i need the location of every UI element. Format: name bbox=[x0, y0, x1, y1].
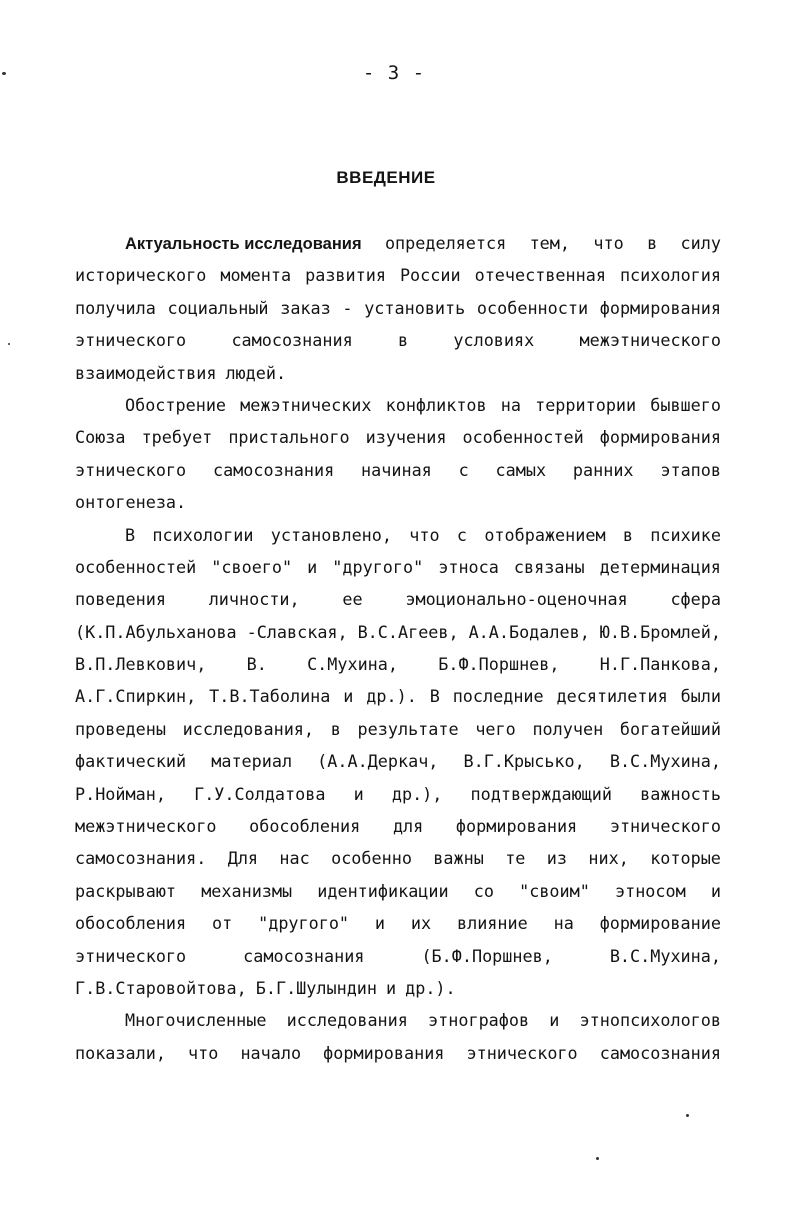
text-line bbox=[75, 680, 721, 712]
body-text bbox=[75, 227, 721, 1069]
word: В.С.Мухина, bbox=[609, 945, 721, 966]
word: Ю.В.Бромлей, bbox=[599, 621, 721, 642]
word: психология bbox=[619, 265, 721, 286]
word: самых bbox=[495, 459, 547, 480]
word: исследования, bbox=[182, 718, 314, 739]
word: формирования bbox=[599, 427, 721, 448]
text-line bbox=[75, 875, 721, 907]
word: С.Мухина, bbox=[307, 654, 398, 675]
word: Союза bbox=[75, 427, 126, 448]
word: др.), bbox=[391, 783, 443, 804]
word: требует bbox=[141, 427, 213, 448]
word: в bbox=[397, 330, 409, 351]
text-line bbox=[75, 648, 721, 680]
word: В bbox=[125, 524, 136, 545]
word: начиная bbox=[361, 459, 432, 480]
word: с bbox=[458, 459, 469, 480]
word: особенностей bbox=[75, 556, 197, 577]
text-line bbox=[75, 940, 721, 972]
word: формирование bbox=[599, 913, 721, 934]
word: чего bbox=[475, 718, 516, 739]
word: связаны bbox=[513, 556, 585, 577]
word: Р.Нойман, bbox=[75, 783, 166, 804]
word: обособления bbox=[75, 913, 187, 934]
word: самосознания bbox=[243, 945, 365, 966]
word: механизмы bbox=[201, 880, 293, 901]
word: в bbox=[330, 718, 341, 739]
word: десятилетия bbox=[556, 686, 668, 707]
word: исследования bbox=[286, 1010, 408, 1031]
word: сфера bbox=[670, 589, 721, 610]
text-line bbox=[75, 810, 721, 842]
text-line bbox=[75, 1004, 721, 1036]
word: формирования bbox=[323, 1042, 445, 1063]
word: Обострение bbox=[125, 394, 227, 415]
text-line bbox=[75, 583, 721, 615]
text-line bbox=[75, 713, 721, 745]
scan-speck bbox=[2, 72, 6, 75]
word: этнического bbox=[75, 945, 187, 966]
word: силу bbox=[680, 233, 721, 253]
word: подтверждающий bbox=[470, 783, 612, 804]
word: и bbox=[710, 880, 721, 901]
word: влияние bbox=[457, 913, 528, 934]
text-line bbox=[75, 907, 721, 939]
word: др.). bbox=[366, 686, 417, 707]
word: А.Г.Спиркин, bbox=[75, 686, 197, 707]
word: личности, bbox=[208, 589, 300, 610]
word: А.А.Бодалев, bbox=[468, 621, 590, 642]
word: отображением bbox=[484, 524, 606, 545]
word: (Б.Ф.Поршнев, bbox=[421, 945, 553, 966]
word: поведения bbox=[75, 589, 166, 610]
word: нас bbox=[279, 848, 310, 869]
text-line bbox=[75, 486, 721, 518]
word: последние bbox=[452, 686, 544, 707]
word: материал bbox=[211, 751, 293, 772]
word: тем, bbox=[529, 233, 570, 253]
word: межэтнического bbox=[75, 816, 217, 837]
word: отечественная bbox=[474, 265, 606, 286]
word: ее bbox=[342, 589, 363, 610]
text-line bbox=[75, 357, 721, 389]
text-line bbox=[75, 616, 721, 648]
word: эмоционально-оценочная bbox=[405, 589, 628, 610]
word: детерминация bbox=[599, 556, 721, 577]
word: (А.А.Деркач, bbox=[317, 751, 439, 772]
word: социальный bbox=[167, 297, 269, 318]
text-line bbox=[75, 778, 721, 810]
word: онтогенеза. bbox=[75, 492, 187, 513]
word: др.). bbox=[405, 977, 456, 998]
word: от bbox=[212, 913, 233, 934]
word: особенности bbox=[476, 297, 589, 318]
word: самосознания bbox=[231, 330, 353, 351]
word: определяется bbox=[384, 233, 507, 253]
word: самосознания bbox=[212, 459, 335, 480]
word: начало bbox=[240, 1042, 302, 1063]
word: - bbox=[342, 297, 353, 318]
word: богатейший bbox=[619, 718, 721, 739]
word: психике bbox=[650, 524, 721, 545]
word: что bbox=[593, 233, 624, 253]
text-line bbox=[75, 259, 721, 291]
word: психологии bbox=[152, 524, 254, 545]
word: идентификации bbox=[317, 880, 449, 901]
word: особенно bbox=[331, 848, 412, 869]
word: формирования bbox=[455, 816, 578, 837]
word: установить bbox=[364, 297, 466, 318]
word: В.П.Левкович, bbox=[75, 654, 207, 675]
word: установлено, bbox=[270, 524, 392, 545]
word: бывшего bbox=[650, 394, 721, 415]
word: этнического bbox=[609, 816, 721, 837]
word: результате bbox=[357, 718, 459, 739]
text-line bbox=[75, 292, 721, 324]
word: Т.В.Таболина bbox=[209, 686, 331, 707]
word: этнографов bbox=[428, 1010, 530, 1031]
word: этносом bbox=[614, 880, 686, 901]
word: обособления bbox=[249, 816, 361, 837]
word: этнического bbox=[75, 330, 187, 351]
word: формирования bbox=[599, 297, 721, 318]
word: развития bbox=[305, 265, 386, 286]
word: условиях bbox=[453, 330, 535, 351]
word: что bbox=[188, 1042, 219, 1063]
word: конфликтов bbox=[385, 394, 487, 415]
text-line bbox=[75, 972, 721, 1004]
word: самосознания. bbox=[75, 848, 207, 869]
word: получен bbox=[532, 718, 604, 739]
word: с bbox=[456, 524, 468, 545]
scan-speck bbox=[596, 1157, 599, 1160]
text-line bbox=[75, 1037, 721, 1069]
word: самосознания bbox=[599, 1042, 721, 1063]
word: для bbox=[392, 816, 424, 837]
word: и bbox=[353, 783, 364, 804]
word: Б.Г.Шулындин bbox=[255, 977, 378, 998]
word: со bbox=[473, 880, 494, 901]
word: и bbox=[549, 1010, 560, 1031]
word: В.Г.Крысько, bbox=[463, 751, 585, 772]
text-line bbox=[75, 324, 721, 356]
text-line bbox=[75, 842, 721, 874]
word: и bbox=[343, 686, 354, 707]
word: получила bbox=[75, 297, 156, 318]
word: особенностей bbox=[462, 427, 584, 448]
word: проведены bbox=[75, 718, 166, 739]
word: что bbox=[409, 524, 440, 545]
word: показали, bbox=[75, 1042, 166, 1063]
word: этапов bbox=[660, 459, 721, 480]
word: "своего" bbox=[211, 556, 293, 577]
lead-bold-phrase: Актуальность исследования bbox=[125, 235, 362, 253]
word: В.С.Мухина, bbox=[609, 751, 721, 772]
word: людей. bbox=[225, 362, 287, 383]
word: на bbox=[500, 394, 521, 415]
word: взаимодействия bbox=[75, 362, 217, 383]
word: изучения bbox=[365, 427, 447, 448]
scan-speck bbox=[8, 343, 10, 345]
section-heading: ВВЕДЕНИЕ bbox=[336, 168, 436, 187]
word: важны bbox=[433, 848, 484, 869]
word: Б.Ф.Поршнев, bbox=[438, 654, 560, 675]
word: в bbox=[622, 524, 633, 545]
word: "другого" bbox=[258, 913, 350, 934]
text-line bbox=[75, 421, 721, 453]
text-line bbox=[75, 745, 721, 777]
word: В.С.Агеев, bbox=[357, 621, 459, 642]
word: Г.У.Солдатова bbox=[194, 783, 326, 804]
word: "другого" bbox=[332, 556, 424, 577]
word: этнического bbox=[466, 1042, 578, 1063]
text-line bbox=[75, 454, 721, 486]
word: заказ bbox=[280, 297, 331, 318]
word: те bbox=[505, 848, 526, 869]
word: межэтнических bbox=[240, 394, 372, 415]
word: Для bbox=[227, 848, 259, 869]
word: этноса bbox=[438, 556, 499, 577]
word: пристального bbox=[228, 427, 350, 448]
text-line bbox=[75, 227, 721, 259]
text-line bbox=[75, 519, 721, 551]
word: В. bbox=[246, 654, 267, 675]
word: них, bbox=[588, 848, 629, 869]
word: В bbox=[429, 686, 440, 707]
word: были bbox=[680, 686, 721, 707]
word: раскрывают bbox=[75, 880, 177, 901]
word: межэтнического bbox=[579, 330, 721, 351]
word: из bbox=[546, 848, 568, 869]
word: (К.П.Абульханова bbox=[75, 621, 237, 642]
word: фактический bbox=[75, 751, 187, 772]
word: России bbox=[399, 265, 461, 286]
word: их bbox=[410, 913, 432, 934]
word: Н.Г.Панкова, bbox=[599, 654, 721, 675]
word: Г.В.Старовойтова, bbox=[75, 977, 247, 998]
word: этнопсихологов bbox=[579, 1010, 721, 1031]
word: момента bbox=[220, 265, 292, 286]
text-line bbox=[75, 389, 721, 421]
word: ранних bbox=[572, 459, 634, 480]
word: "своим" bbox=[519, 880, 590, 901]
word: на bbox=[553, 913, 574, 934]
page-number: - 3 - bbox=[362, 62, 426, 84]
word: -Славская, bbox=[246, 621, 348, 642]
word: исторического bbox=[75, 265, 207, 286]
text-line bbox=[75, 551, 721, 583]
word: в bbox=[647, 233, 658, 253]
word: и bbox=[374, 913, 386, 934]
word: и bbox=[386, 977, 397, 998]
word: этнического bbox=[75, 459, 187, 480]
word: которые bbox=[650, 848, 721, 869]
word: Многочисленные bbox=[125, 1010, 267, 1031]
word: важность bbox=[640, 783, 721, 804]
scan-speck bbox=[686, 1114, 689, 1117]
word: территории bbox=[535, 394, 637, 415]
word: и bbox=[307, 556, 318, 577]
